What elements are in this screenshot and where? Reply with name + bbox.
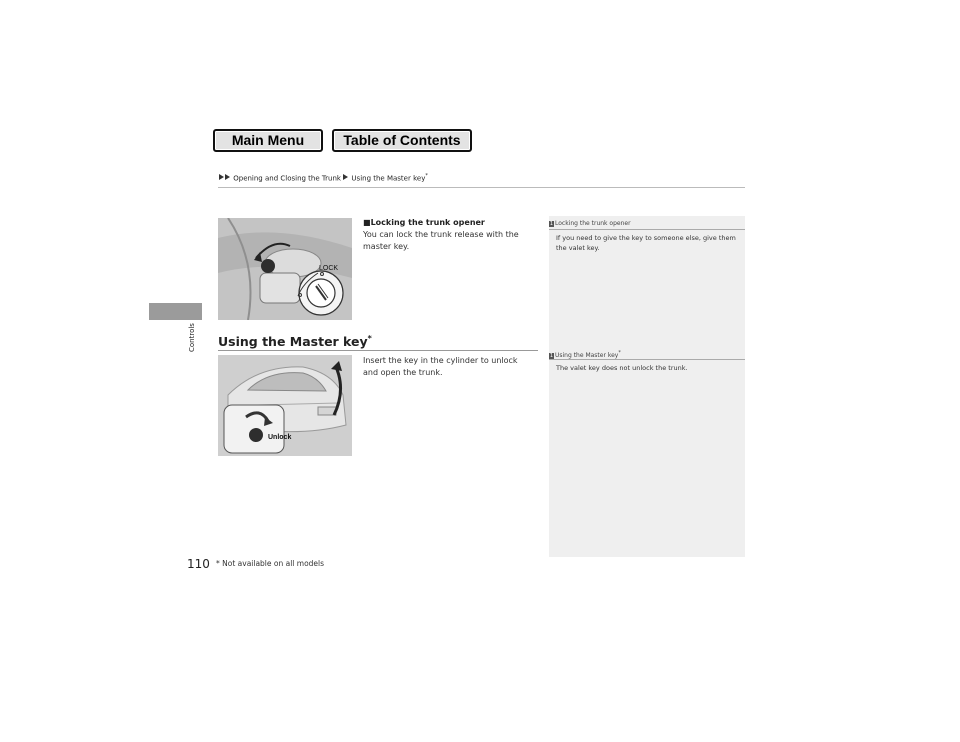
footnote: * Not available on all models: [216, 559, 325, 568]
breadcrumb-arrow-icon: [225, 174, 230, 180]
locking-trunk-opener-text: You can lock the trunk release with the master key.: [363, 230, 519, 251]
trunk-lock-illustration: [218, 218, 352, 320]
breadcrumb-arrow-icon: [343, 174, 348, 180]
note-title-locking: 1 Locking the trunk opener: [549, 220, 631, 227]
chapter-side-tab[interactable]: [149, 303, 202, 320]
note-text-locking: If you need to give the key to someone else, give them the valet key.: [556, 234, 736, 252]
note-rule: [549, 229, 745, 230]
breadcrumb-arrow-icon: [219, 174, 224, 180]
breadcrumb: [219, 173, 428, 182]
breadcrumb-opening-closing-trunk[interactable]: Opening and Closing the Trunk: [233, 174, 341, 183]
locking-trunk-opener-heading: ■Locking the trunk opener: [363, 218, 485, 227]
page-number: 110: [187, 557, 210, 571]
unlock-position-label: Unlock: [268, 434, 292, 441]
heading-square-icon: ■: [363, 218, 371, 227]
note-info-icon: 1: [549, 221, 554, 227]
master-key-unlock-illustration: [218, 355, 352, 456]
notes-panel: [549, 216, 745, 557]
lock-position-label: LOCK: [319, 265, 339, 272]
main-menu-button[interactable]: Main Menu: [213, 129, 323, 152]
breadcrumb-asterisk: *: [425, 173, 428, 179]
header-divider: [218, 187, 745, 188]
section-title: Using the Master key*: [218, 334, 372, 350]
breadcrumb-using-master-key[interactable]: Using the Master key: [351, 174, 426, 183]
note-title-master-key: 1 Using the Master key*: [549, 350, 621, 359]
master-key-text: Insert the key in the cylinder to unlock and open the trunk.: [363, 356, 518, 377]
note-rule: [549, 359, 745, 360]
note-text-master-key: The valet key does not unlock the trunk.: [556, 364, 688, 372]
note-info-icon: 1: [549, 353, 554, 359]
section-title-rule: [218, 350, 538, 351]
chapter-side-label: Controls: [188, 323, 196, 352]
table-of-contents-button[interactable]: Table of Contents: [332, 129, 472, 152]
